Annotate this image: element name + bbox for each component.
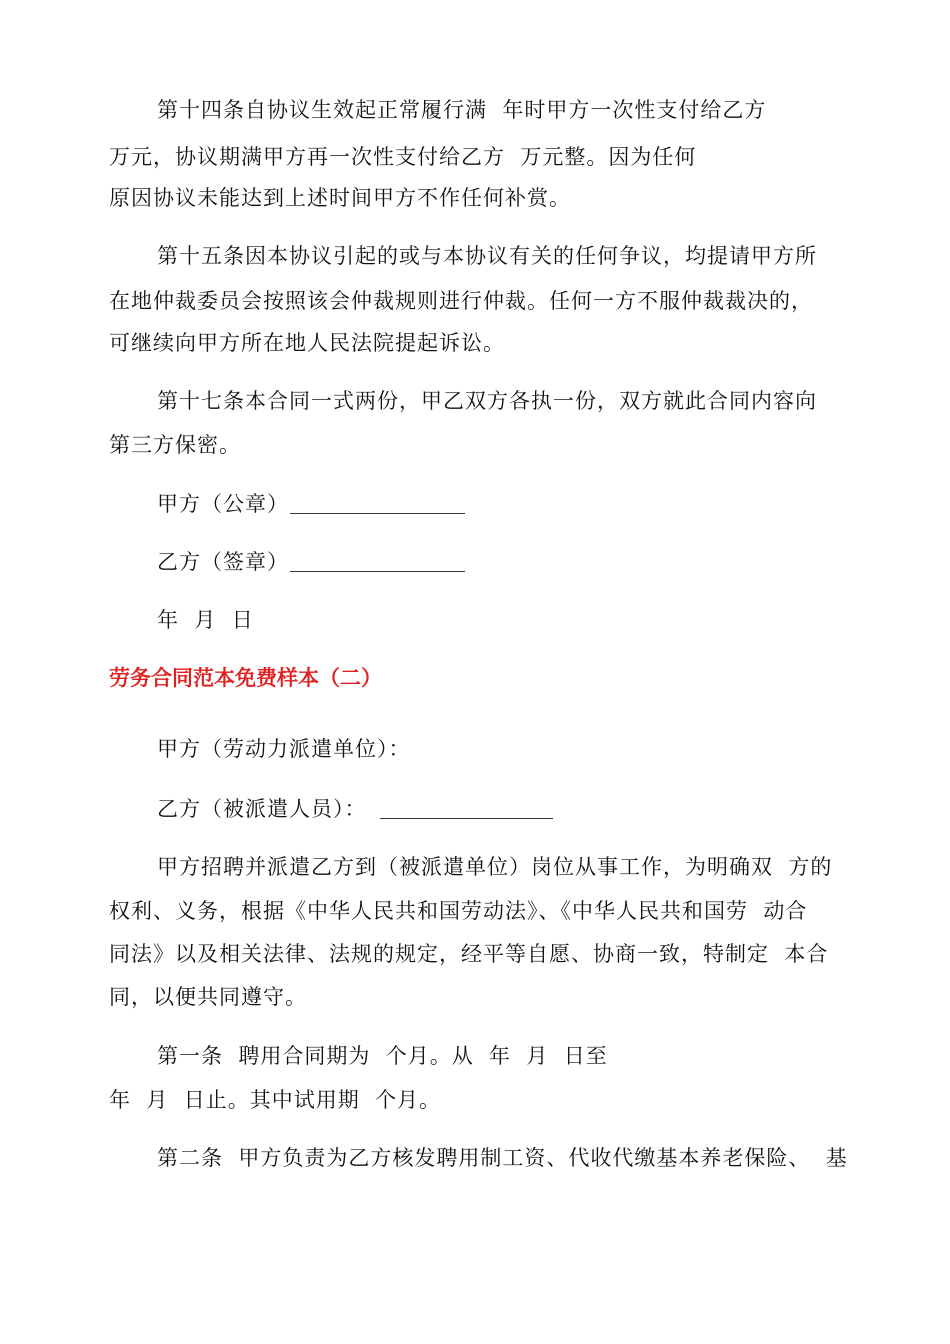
intro-line-3: 同法》以及相关法律、法规的规定，经平等自愿、协商一致，特制定 本合	[109, 942, 829, 966]
signing-date: 年 月 日	[157, 608, 254, 632]
party-b-label: 乙方（被派遣人员）：	[157, 797, 367, 821]
article-17-line-1: 第十七条本合同一式两份，甲乙双方各执一份，双方就此合同内容向	[157, 389, 817, 413]
party-b-seal-label: 乙方（签章）	[157, 550, 289, 574]
party-a-seal-blank	[290, 513, 465, 514]
article-17-line-2: 第三方保密。	[109, 433, 241, 457]
article-15-line-3: 可继续向甲方所在地人民法院提起诉讼。	[109, 331, 505, 355]
article-1-line-2: 年 月 日止。其中试用期 个月。	[109, 1088, 442, 1112]
article-14-line-2: 万元，协议期满甲方再一次性支付给乙方 万元整。因为任何	[109, 145, 697, 169]
article-15-line-1: 第十五条因本协议引起的或与本协议有关的任何争议，均提请甲方所	[157, 244, 817, 268]
article-15-line-2: 在地仲裁委员会按照该会仲裁规则进行仲裁。任何一方不服仲裁裁决的，	[109, 289, 813, 313]
section-heading: 劳务合同范本免费样本（二）	[109, 666, 382, 690]
intro-line-4: 同，以便共同遵守。	[109, 985, 307, 1009]
party-b-blank	[380, 818, 553, 819]
article-14-line-1: 第十四条自协议生效起正常履行满 年时甲方一次性支付给乙方	[157, 98, 767, 122]
party-a-label: 甲方（劳动力派遣单位）：	[157, 737, 411, 761]
article-2-line-1: 第二条 甲方负责为乙方核发聘用制工资、代收代缴基本养老保险、 基	[157, 1146, 848, 1170]
intro-line-1: 甲方招聘并派遣乙方到（被派遣单位）岗位从事工作，为明确双 方的	[157, 855, 833, 879]
article-14-line-3: 原因协议未能达到上述时间甲方不作任何补赏。	[109, 186, 571, 210]
article-1-line-1: 第一条 聘用合同期为 个月。从 年 月 日至	[157, 1044, 608, 1068]
intro-line-2: 权利、义务，根据《中华人民共和国劳动法》、《中华人民共和国劳 动合	[109, 899, 808, 923]
party-b-seal-blank	[290, 571, 465, 572]
party-a-seal-label: 甲方（公章）	[157, 492, 289, 516]
